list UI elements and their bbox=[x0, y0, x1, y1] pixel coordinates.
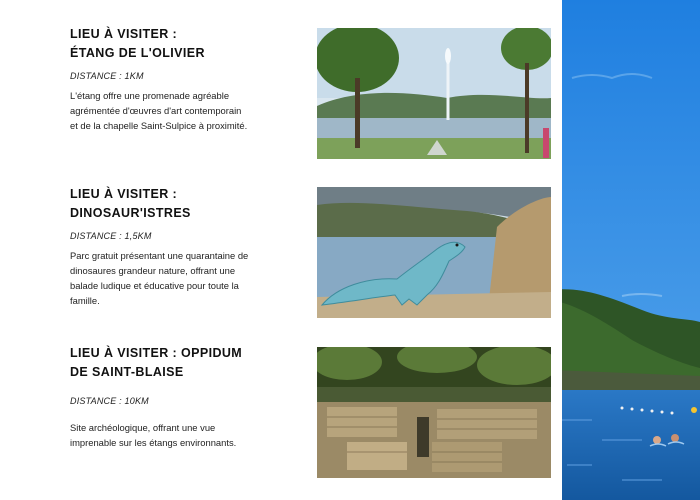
entry-description: Site archéologique, offrant une vue imprenable sur les étangs environnants. bbox=[70, 422, 237, 448]
lake-fountain-photo bbox=[317, 28, 551, 159]
entry-distance: DISTANCE : 1,5KM bbox=[70, 231, 152, 241]
dinosaur-statue-photo bbox=[317, 187, 551, 318]
entry-description: Parc gratuit présentant une quarantaine de dinosaures grandeur nature, offrant une balade ludique et éducative pour toute la famille. bbox=[70, 250, 249, 306]
entry-description: L'étang offre une promenade agréable agrémentée d'œuvres d'art contemporain et de la chapelle Saint-Sulpice à proximité. bbox=[70, 90, 248, 131]
entry-distance: DISTANCE : 10KM bbox=[70, 396, 149, 406]
entry-title: LIEU À VISITER : DINOSAUR'ISTRES bbox=[70, 187, 191, 220]
ruins-photo bbox=[317, 347, 551, 478]
entry-title: LIEU À VISITER : OPPIDUM DE SAINT-BLAISE bbox=[70, 346, 243, 379]
entry-distance: DISTANCE : 1KM bbox=[70, 71, 144, 81]
entry-title: LIEU À VISITER : ÉTANG DE L'OLIVIER bbox=[70, 27, 205, 60]
